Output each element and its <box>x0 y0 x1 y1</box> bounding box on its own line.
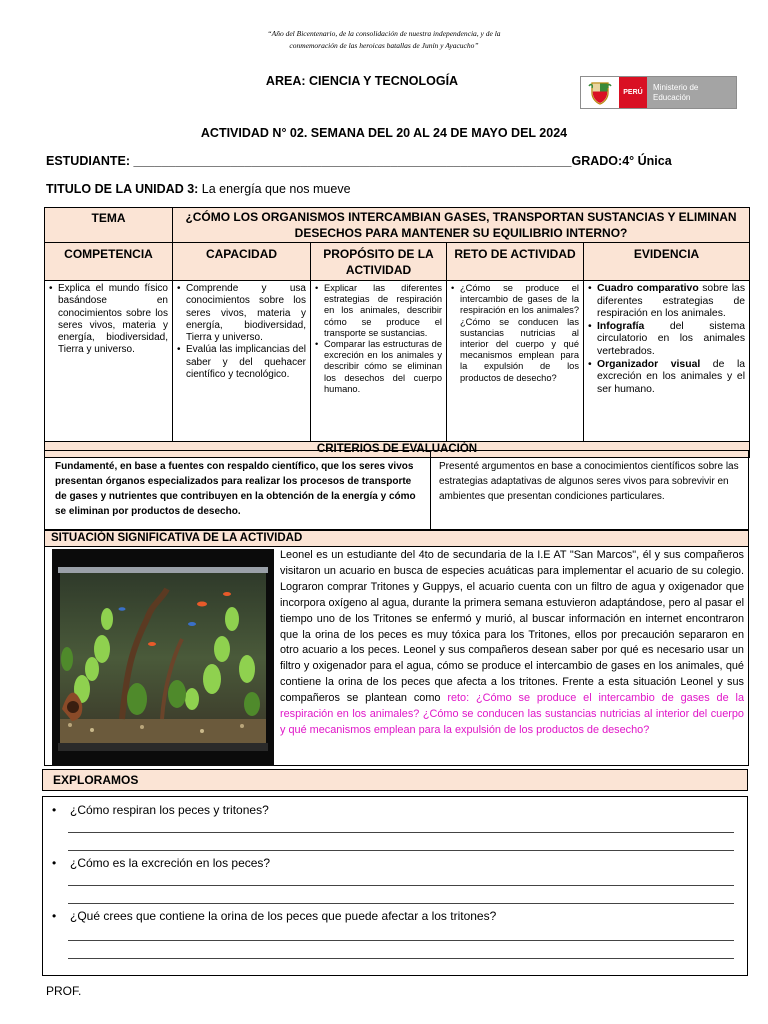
motto <box>0 28 768 52</box>
col-capacidad: CAPACIDAD <box>173 243 311 281</box>
answer-line[interactable] <box>68 958 734 959</box>
col-competencia: COMPETENCIA <box>45 243 173 281</box>
question-text: ¿Qué crees que contiene la orina de los peces que puede afectar a los tritones? <box>70 909 497 923</box>
situacion-reto: reto: ¿Cómo se produce el intercambio de gases de la respiración en los animales? ¿Cómo se conducen las sustancias nutricias al interior del cuerpo y qué mecanismos emplean para la expulsión de los productos de desecho? <box>280 692 745 736</box>
student-blank[interactable]: _______________________________________________________________ <box>133 154 572 168</box>
activity-table <box>44 207 750 458</box>
minedu-logo <box>580 76 737 109</box>
unit-title-label: TITULO DE LA UNIDAD 3: <box>46 182 199 196</box>
answer-line[interactable] <box>68 850 734 851</box>
answer-line[interactable] <box>68 832 734 833</box>
col-reto: RETO DE ACTIVIDAD <box>447 243 584 281</box>
tema-label: TEMA <box>45 208 173 243</box>
criterios-label: CRITERIOS DE EVALUACIÓN <box>45 442 750 458</box>
ministry-line-1: Ministerio de <box>653 82 699 92</box>
area-title: AREA: CIENCIA Y TECNOLOGÍA <box>265 74 459 88</box>
capacidad-item: • Comprende y usa conocimientos sobre los seres vivos, materia y energía, biodiversidad, Tierra y universo. <box>177 283 306 344</box>
criterios-row <box>44 450 749 530</box>
competencia-item: • Explica el mundo físico basándose en conocimientos sobre los seres vivos, materia y energía, biodiversidad, Tierra y universo. <box>49 283 168 357</box>
evidencia-item: • Cuadro comparativo sobre las diferentes estrategias de respiración en los animales. <box>588 283 745 321</box>
questions-box <box>42 796 748 976</box>
aquarium-photo <box>52 549 274 766</box>
capacidad-cell <box>173 281 311 442</box>
tema-value: ¿CÓMO LOS ORGANISMOS INTERCAMBIAN GASES, TRANSPORTAN SUSTANCIAS Y ELIMINAN DESECHOS PARA MANTENER SU EQUILIBRIO INTERNO? <box>173 208 750 243</box>
exploramos-title: EXPLORAMOS <box>42 769 748 791</box>
question-text: ¿Cómo respiran los peces y tritones? <box>70 803 269 817</box>
situacion-text <box>280 548 744 739</box>
col-proposito: PROPÓSITO DE LA ACTIVIDAD <box>311 243 447 281</box>
proposito-item: • Comparar las estructuras de excreción en los animales y describir cómo se eliminan los desechos del cuerpo humano. <box>315 339 442 395</box>
col-evidencia: EVIDENCIA <box>584 243 750 281</box>
answer-line[interactable] <box>68 885 734 886</box>
coat-of-arms-icon <box>581 77 619 108</box>
unit-title-value: La energía que nos mueve <box>201 182 351 196</box>
evidencia-item: • Organizador visual de la excreción en los animales y el ser humano. <box>588 359 745 397</box>
activity-title: ACTIVIDAD N° 02. SEMANA DEL 20 AL 24 DE MAYO DEL 2024 <box>200 126 568 140</box>
competencia-cell <box>45 281 173 442</box>
ministry-name <box>647 83 698 103</box>
reto-cell <box>447 281 584 442</box>
situacion-title: SITUACIÓN SIGNIFICATIVA DE LA ACTIVIDAD <box>44 530 749 547</box>
reto-item: • ¿Cómo se produce el intercambio de gases de la respiración en los animales? ¿Cómo se conducen las sustancias nutricias al interior del cuerpo y qué mecanismos emplean para la expulsión de los productos de desecho? <box>451 283 579 384</box>
unit-title <box>46 182 351 196</box>
evidencia-item: • Infografía del sistema circulatorio en los animales vertebrados. <box>588 321 745 359</box>
answer-line[interactable] <box>68 903 734 904</box>
proposito-item: • Explicar las diferentes estrategias de respiración en los animales, describir cómo se produce el transporte se sustancias. <box>315 283 442 339</box>
student-row <box>46 154 672 168</box>
ministry-line-2: Educación <box>653 92 691 102</box>
motto-line-1: “Año del Bicentenario, de la consolidación de nuestra independencia, y de la <box>267 29 501 38</box>
prof-label: PROF. <box>46 984 82 998</box>
question-text: ¿Cómo es la excreción en los peces? <box>70 856 271 870</box>
situacion-body: Leonel es un estudiante del 4to de secundaria de la I.E AT "San Marcos", él y sus compañeros visitaron un acuario en busca de especies acuáticas para implementar el acuario de su colegio. Lograron comprar Tritones y Guppys, el acuario cuenta con un filtro de agua y oxigenador que incorpora oxígeno al agua, durante la primera semana estuvieron adaptándose, pero al pasar el tiempo uno de los Tritones se enfermó y murió, al buscar información en internet encontraron que la orina de los peces es muy tóxica para los Tritones, ellos por precaución separaron en otro acuario a los peces. Leonel y sus compañeros desean saber por qué es necesario usar un filtro y oxigenador para el agua, cómo se produce el intercambio de gases en los animales, qué contiene la orina de los peces que afecta a los tritones. Frente a esta situación Leonel y sus compañeros se plantean como <box>280 549 744 705</box>
bullet-icon: • <box>52 909 57 923</box>
bullet-icon: • <box>52 803 57 817</box>
student-label: ESTUDIANTE: <box>46 154 131 168</box>
grade-label: GRADO:4° Única <box>571 154 672 168</box>
proposito-cell <box>311 281 447 442</box>
capacidad-item: • Evalúa las implicancias del saber y del quehacer científico y tecnológico. <box>177 344 306 381</box>
motto-line-2: conmemoración de las heroicas batallas de Junín y Ayacucho” <box>289 41 479 50</box>
peru-badge: PERÚ <box>619 77 647 108</box>
evidencia-cell <box>584 281 750 442</box>
bullet-icon: • <box>52 856 57 870</box>
answer-line[interactable] <box>68 940 734 941</box>
criterio-left: Fundamenté, en base a fuentes con respaldo científico, que los seres vivos presentan órganos especializados para realizar los procesos de transporte de gases y nutrientes que contribuyen en la obtención de la energía y cómo se eliminan por productos de desecho. <box>45 451 431 529</box>
criterio-right: Presenté argumentos en base a conocimientos científicos sobre las estrategias adaptativas de algunos seres vivos para sobrevivir en ambientes que presentan condiciones particulares. <box>439 461 739 502</box>
